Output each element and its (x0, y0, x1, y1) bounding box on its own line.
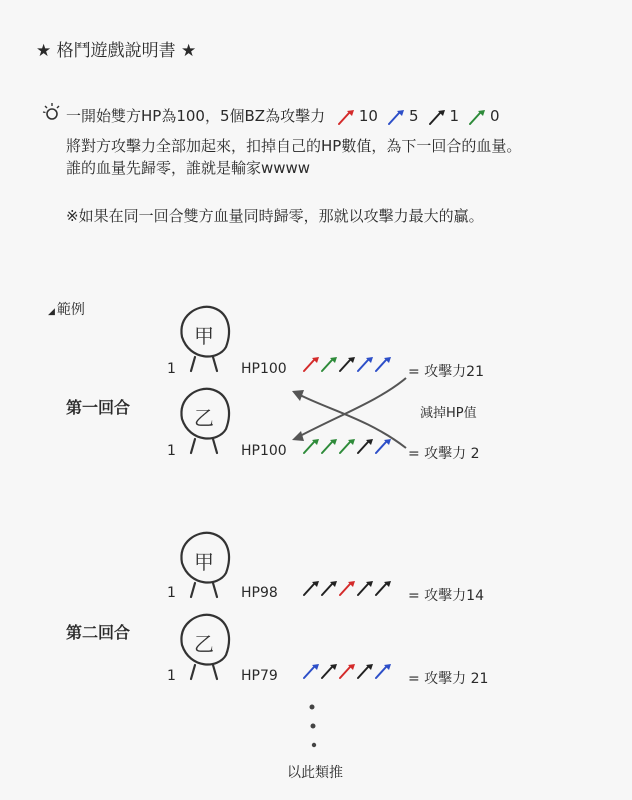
head-label: 乙 (194, 406, 214, 430)
page-title: ★ 格鬥遊戲說明書 ★ (36, 41, 197, 61)
r2-p1-num: 1 (167, 585, 176, 601)
r1-p1-head (181, 307, 228, 371)
r1-p2-attack: = 攻擊力 2 (408, 446, 480, 462)
head-label: 甲 (194, 324, 214, 348)
rules-line-2: 將對方攻擊力全部加起來，扣掉自己的HP數值，為下一回合的血量。 (66, 137, 522, 155)
r1-p2-num: 1 (167, 443, 176, 459)
r1-p2-head (181, 389, 228, 453)
rules-line-1-text: 一開始雙方HP為100，5個BZ為攻擊力 (66, 107, 326, 125)
round-2-name: 第二回合 (66, 623, 131, 642)
example-label-text: 範例 (56, 302, 85, 318)
r2-p1-attack: = 攻擊力14 (408, 588, 484, 604)
r1-p1-pin-2 (322, 357, 337, 371)
damage-arrows (292, 378, 406, 448)
r1-p1-pin-3 (340, 357, 355, 371)
r1-p2-pin-1 (304, 439, 319, 453)
r2-p2-pin-2 (322, 664, 337, 678)
r1-p2-hp: HP100 (241, 443, 287, 459)
r2-p1-hp: HP98 (241, 585, 278, 601)
r2-p2-hp: HP79 (241, 668, 278, 684)
r1-p2-pin-5 (376, 439, 391, 453)
r1-p2-pin-4 (358, 439, 373, 453)
r2-p1-pin-4 (358, 581, 373, 595)
r1-p1-num: 1 (167, 361, 176, 377)
reduce-label: 減掉HP值 (420, 406, 477, 421)
r2-p2-pin-5 (376, 664, 391, 678)
r2-p2-attack: = 攻擊力 21 (408, 671, 489, 687)
pin-stat-value: 10 (358, 107, 378, 125)
r1-p2-pin-2 (322, 439, 337, 453)
r1-p1-hp: HP100 (241, 361, 287, 377)
r1-p1-attack: = 攻擊力21 (408, 364, 484, 380)
head-label: 乙 (194, 632, 214, 656)
r2-p2-pin-3 (340, 664, 355, 678)
r2-p1-pin-3 (340, 581, 355, 595)
r2-p2-num: 1 (167, 668, 176, 684)
pin-stat-value: 5 (408, 107, 419, 125)
r2-p2-pin-4 (358, 664, 373, 678)
footer-text: 以此類推 (287, 765, 343, 781)
r2-p2-head (181, 615, 228, 679)
rules-line-3: 誰的血量先歸零，誰就是輸家wwww (66, 159, 311, 177)
continuation-dots (310, 705, 317, 748)
r2-p1-pin-1 (304, 581, 319, 595)
r1-p1-pin-4 (358, 357, 373, 371)
triangle-icon: ◢ (48, 307, 55, 317)
r2-p1-head (181, 533, 228, 597)
r2-p1-pin-2 (322, 581, 337, 595)
r2-p2-pin-1 (304, 664, 319, 678)
pin-stat-value: 1 (449, 107, 460, 125)
pin-stat-value: 0 (490, 107, 500, 125)
round-1-name: 第一回合 (66, 398, 131, 417)
r2-p1-pin-5 (376, 581, 391, 595)
head-label: 甲 (194, 550, 214, 574)
r1-p1-pin-5 (376, 357, 391, 371)
rules-note: ※如果在同一回合雙方血量同時歸零，那就以攻擊力最大的贏。 (66, 207, 484, 225)
r1-p1-pin-1 (304, 357, 319, 371)
r1-p2-pin-3 (340, 439, 355, 453)
